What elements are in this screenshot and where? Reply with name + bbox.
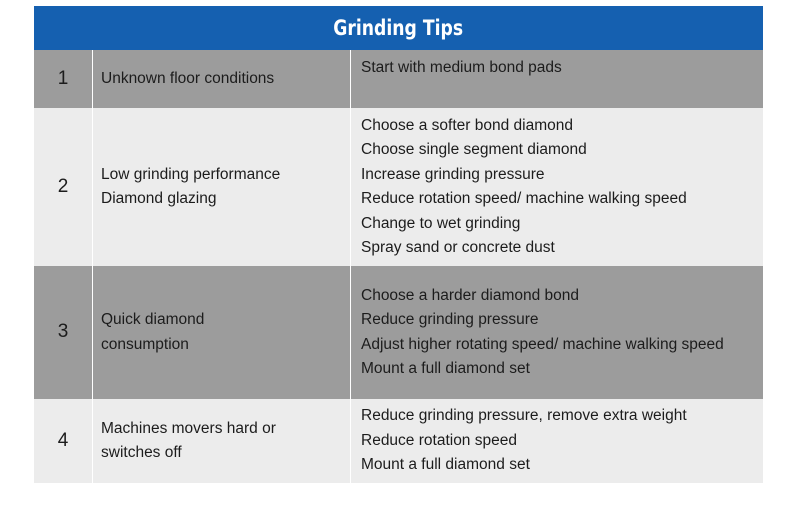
row-number: 4 xyxy=(34,399,93,483)
tips-cell xyxy=(351,266,763,399)
tip-text: Mount a full diamond set xyxy=(361,456,530,474)
table-title: Grinding Tips xyxy=(333,16,464,40)
tip-text: Reduce grinding pressure, remove extra weight xyxy=(361,407,687,425)
table-row-1 xyxy=(34,50,763,108)
tip-text: Choose a softer bond diamond xyxy=(361,116,573,134)
tips-cell xyxy=(351,108,763,266)
tip-text: Reduce rotation speed xyxy=(361,431,517,449)
row-number: 2 xyxy=(34,108,93,266)
tips-cell xyxy=(351,50,763,108)
tip-text: Reduce rotation speed/ machine walking speed xyxy=(361,190,687,207)
condition-text: Quick diamond xyxy=(101,311,205,328)
tips-cell xyxy=(351,399,763,483)
tip-text: Start with medium bond pads xyxy=(361,59,562,76)
table-row-4 xyxy=(34,399,763,483)
tip-text: Change to wet grinding xyxy=(361,214,521,232)
tip-text: Adjust higher rotating speed/ machine walking speed xyxy=(361,335,724,353)
tip-text: Reduce grinding pressure xyxy=(361,311,539,328)
condition-text: consumption xyxy=(101,335,189,353)
condition-cell xyxy=(93,266,351,399)
row-number: 1 xyxy=(34,50,93,108)
tip-text: Spray sand or concrete dust xyxy=(361,239,555,256)
row-number: 3 xyxy=(34,266,93,399)
table-row-3 xyxy=(34,266,763,399)
condition-text: Unknown floor conditions xyxy=(101,69,275,87)
grinding-tips-table xyxy=(34,6,763,483)
condition-cell xyxy=(93,108,351,266)
tip-text: Increase grinding pressure xyxy=(361,165,545,183)
condition-text: Low grinding performance xyxy=(101,165,281,183)
tip-text: Choose single segment diamond xyxy=(361,141,587,158)
table-header xyxy=(34,6,763,50)
condition-text: switches off xyxy=(101,444,182,461)
table-row-2 xyxy=(34,108,763,266)
condition-cell xyxy=(93,399,351,483)
condition-cell xyxy=(93,50,351,108)
condition-text: Diamond glazing xyxy=(101,190,217,207)
tip-text: Choose a harder diamond bond xyxy=(361,286,580,304)
condition-text: Machines movers hard or xyxy=(101,419,276,437)
tip-text: Mount a full diamond set xyxy=(361,360,530,377)
